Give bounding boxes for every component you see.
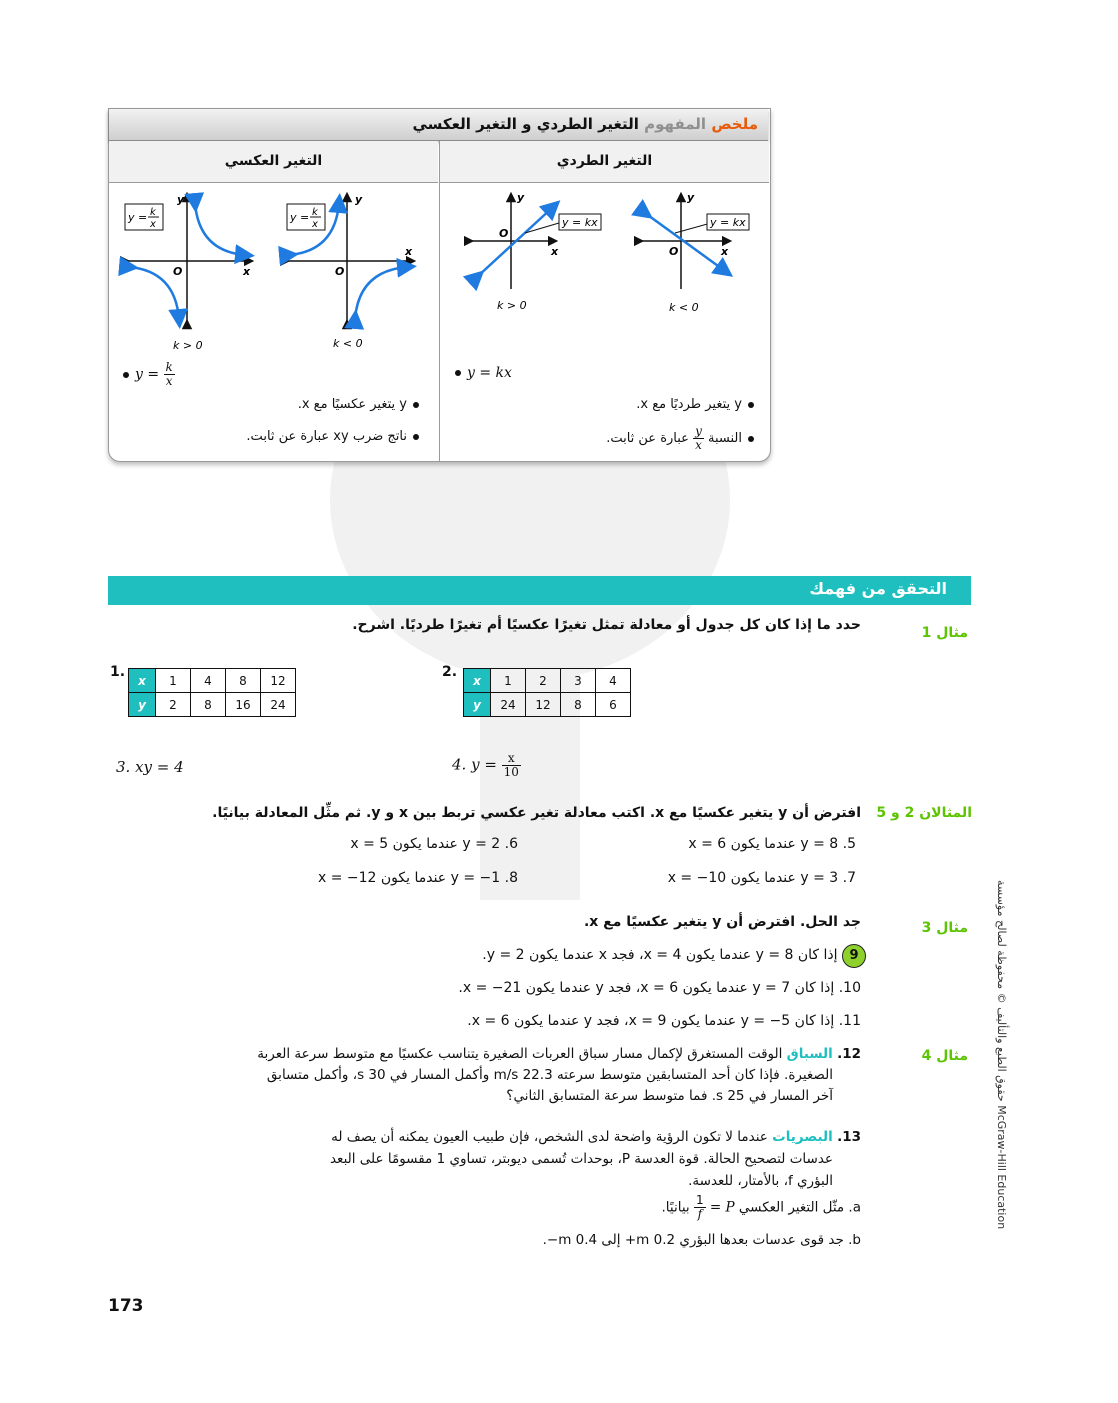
line-positive-slope [477,207,553,277]
table-row-y: y 24 12 8 6 [464,693,631,717]
frac-den: x [312,219,318,230]
column-divider [439,141,440,461]
origin-label: O [335,265,345,278]
problem-2-number: 2. [442,664,458,680]
problem-7: 7. y = 3 عندما يكون x = −10 [667,870,856,886]
table-row-x: x 1 2 3 4 [464,669,631,693]
concept-tag2: المفهوم [644,115,707,133]
direct-bullet-1: y يتغير طرديًا مع x. [636,397,760,412]
problem-13a: a. مثّل التغير العكسي P = $\frac{1}{f}$ بيانيًا. [661,1193,861,1221]
problem-13b: b. جد قوى عدسات بعدها البؤري 0.2 m+ إلى 0.4 m−. [542,1232,861,1248]
x-label: x [551,245,559,258]
k-positive-label: k > 0 [173,339,203,352]
concept-heading: التغير الطردي و التغير العكسي [412,115,639,133]
concept-header [109,109,768,141]
example-3-instructions: جد الحل. افترض أن y يتغير عكسيًا مع x. [583,914,861,930]
concept-title [412,115,758,133]
equation-lhs: y = [290,211,310,224]
x-label: x [721,245,729,258]
problem-12: 12. السباق الوقت المستغرق لإكمال مسار سباق العربات الصغيرة يتناسب عكسيًا مع متوسط سرعة العربة الصغيرة. فإذا كان أحد المتسابقين متوسط سرعته 22.3 m/s وأكمل المسار في 30 s، وأكمل متسابق آخر المسار في 25 s. فما متوسط سرعة المتسابق الثاني؟ [257,1046,861,1104]
problem-5: 5. y = 8 عندما يكون x = 6 [688,836,856,852]
inverse-bullet-2: ناتج ضرب xy عبارة عن ثابت. [246,429,425,444]
concept-summary-box [108,108,771,462]
inverse-variation-graphs [115,189,435,359]
problem-6: 6. y = 2 عندما يكون x = 5 [350,836,518,852]
problem-10: 10. إذا كان y = 7 عندما يكون x = 6، فجد y عندما يكون x = −21. [458,980,861,996]
inverse-bullet-1: y يتغير عكسيًا مع x. [298,397,425,412]
problem-3: 3. xy = 4 [116,758,184,776]
origin-label: O [173,265,183,278]
example-1-tag: مثال 1 [921,625,968,641]
x-label: x [405,245,413,258]
example-3-tag: مثال 3 [921,920,968,936]
k-negative-label: k < 0 [333,337,363,350]
y-label: y [355,193,363,206]
frac-num: k [312,207,318,218]
copyright-side-text: حقوق الطبع والتأليف © محفوظة لصالح مؤسسة McGraw-Hill Education [995,880,1008,1230]
y-label: y [177,193,185,206]
equation-label: y = kx [710,216,746,229]
table-row-y: y 2 8 16 24 [129,693,296,717]
inverse-equation: y = $\frac{k}{x}$ [117,361,175,388]
problem-11: 11. إذا كان y = −5 عندما يكون x = 9، فجد y عندما يكون x = 6. [467,1013,861,1029]
check-understanding-title: التحقق من فهمك [809,579,947,598]
problem-1-number: 1. [110,664,126,680]
frac-num: k [150,207,156,218]
equation-lhs: y = [128,211,148,224]
problem-4: 4. y = $\frac{x}{10}$ [452,751,519,779]
check-understanding-bar [108,576,971,605]
problem-8: 8. y = −1 عندما يكون x = −12 [317,870,518,886]
y-label: y [687,191,695,204]
k-negative-label: k < 0 [669,301,699,314]
hyperbola-branch [129,267,179,319]
table-row-x: x 1 4 8 12 [129,669,296,693]
table-1 [128,668,296,717]
k-positive-label: k > 0 [497,299,527,312]
table-2 [463,668,631,717]
problem-9: 9 إذا كان y = 8 عندما يكون x = 4، فجد x عندما يكون y = 2. [482,944,866,968]
direct-equation: y = kx [449,365,512,381]
example-4-tag: مثال 4 [921,1048,968,1064]
frac-den: x [150,219,156,230]
origin-label: O [499,227,509,240]
concept-tag: ملخص [711,115,758,133]
y-label: y [517,191,525,204]
origin-label: O [669,245,679,258]
direct-variation-graphs [449,189,764,319]
problem-13: 13. البصريات عندما لا تكون الرؤية واضحة لدى الشخص، فإن طبيب العيون يمكنه أن يصف له عدسات لتصحيح الحالة. قوة العدسة P، بوحدات تُسمى ديوبتر، تساوي 1 مقسومًا على البعد البؤري f، بالأمتار، للعدسة. a. مثّل التغير العكسي P = $\frac{1}{f}$ بيانيًا. b. جد قوى عدسات بعدها البؤري 0.2 m+ إلى 0.4 m−. [221,1126,861,1251]
equation-label: y = kx [562,216,598,229]
inverse-variation-heading: التغير العكسي [109,141,438,183]
examples-2-5-tag: المثالان 2 و 5 [876,805,972,821]
hyperbola-branch [195,203,245,255]
problem-9-badge: 9 [842,944,866,968]
examples-2-5-instructions: افترض أن y يتغير عكسيًا مع x. اكتب معادلة تغير عكسي تربط بين x و y. ثم مثِّل المعادلة بيانيًا. [212,805,861,821]
example-1-instructions: حدد ما إذا كان كل جدول أو معادلة تمثل تغيرًا عكسيًا أم تغيرًا طرديًا. اشرح. [352,617,861,633]
direct-variation-heading: التغير الطردي [440,141,769,183]
x-label: x [243,265,251,278]
direct-bullet-2: النسبة $\frac{y}{x}$ عبارة عن ثابت. [606,425,760,452]
page-number: 173 [108,1296,144,1316]
hyperbola-branch [355,267,407,319]
